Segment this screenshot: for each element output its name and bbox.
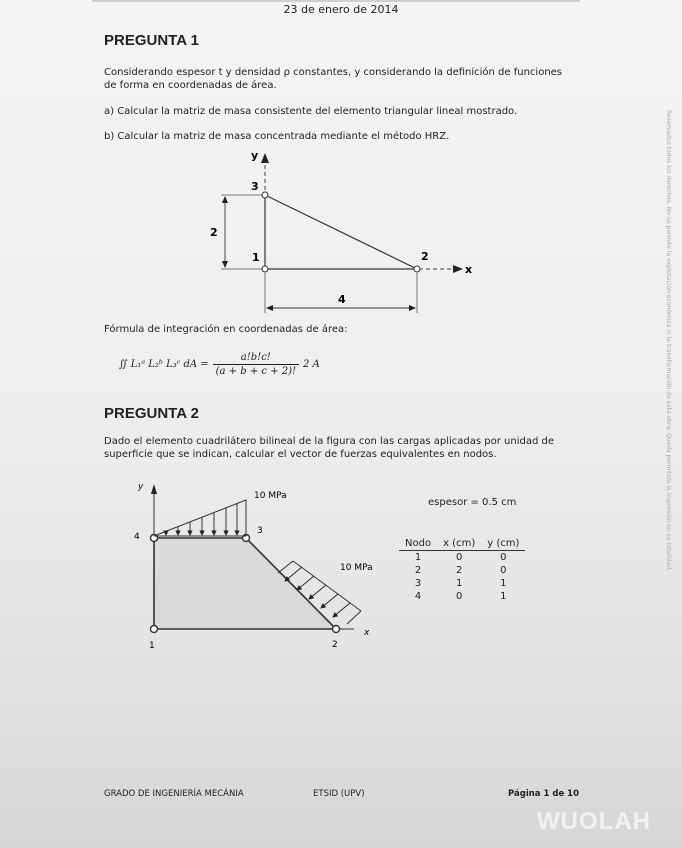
formula-lhs: ∬ L₁ᵃ L₂ᵇ L₃ᶜ dA = bbox=[119, 358, 209, 370]
copyright-side-text: Reservados todos los derechos. No se permite la explotación económica ni la transformación de esta obra. Queda permitida la impresión en su totalidad. bbox=[665, 110, 672, 571]
formula-fraction bbox=[213, 352, 299, 377]
formula-label: Fórmula de integración en coordenadas de área: bbox=[104, 324, 348, 335]
node-2-marker bbox=[333, 626, 340, 633]
node-coordinates-table bbox=[399, 538, 525, 603]
table-row bbox=[399, 564, 525, 577]
table-cell: 1 bbox=[500, 591, 507, 602]
formula-denominator: (a + b + c + 2)! bbox=[213, 364, 299, 377]
quadrilateral-element bbox=[154, 538, 336, 629]
formula-numerator: a!b!c! bbox=[240, 351, 271, 363]
triangle-edge-hypotenuse bbox=[265, 195, 417, 269]
table-cell: 2 bbox=[455, 565, 463, 576]
table-cell: 0 bbox=[500, 552, 507, 563]
table-cell: 1 bbox=[455, 578, 463, 589]
table-cell: 0 bbox=[500, 565, 507, 576]
area-integration-formula bbox=[119, 346, 320, 382]
table-cell: 3 bbox=[414, 578, 422, 589]
footer-degree: GRADO DE INGENIERÍA MECÁNIA bbox=[104, 789, 244, 799]
question-2-intro: Dado el elemento cuadrilátero bilineal de la figura con las cargas aplicadas por unidad de superficie que se indican, calcular el vector de fuerzas equivalentes en nodos. bbox=[104, 436, 554, 460]
dim-width-label: 4 bbox=[338, 293, 346, 306]
table-cell: 1 bbox=[414, 552, 422, 563]
footer-page-number: Página 1 de 10 bbox=[508, 789, 579, 799]
node-3-label: 3 bbox=[257, 526, 263, 536]
node-4-label: 4 bbox=[134, 532, 140, 542]
question-1-intro: Considerando espesor t y densidad ρ constantes, y considerando la definición de funciones de forma en coordenadas de área. bbox=[104, 67, 563, 91]
question-1-part-a: a) Calcular la matriz de masa consistente del elemento triangular lineal mostrado. bbox=[104, 106, 518, 117]
node-2-marker bbox=[414, 266, 420, 272]
column-header: x (cm) bbox=[437, 538, 481, 551]
table-row bbox=[399, 590, 525, 603]
node-2-label: 2 bbox=[421, 250, 429, 263]
top-load-distribution bbox=[154, 500, 246, 536]
formula-tail: 2 A bbox=[303, 358, 320, 370]
node-3-label: 3 bbox=[251, 180, 259, 193]
question-2-title: PREGUNTA 2 bbox=[104, 405, 200, 422]
y-axis-arrow-icon bbox=[151, 484, 157, 494]
triangle-element-figure bbox=[195, 145, 485, 320]
wuolah-watermark-logo: WUOLAH bbox=[537, 808, 651, 835]
table-cell: 4 bbox=[414, 591, 422, 602]
top-load-label: 10 MPa bbox=[254, 491, 287, 501]
dim-arrow-icon bbox=[222, 196, 228, 203]
column-header: y (cm) bbox=[481, 538, 525, 551]
dim-arrow-icon bbox=[409, 305, 416, 311]
page-top-rule bbox=[92, 0, 580, 2]
table-cell: 0 bbox=[455, 552, 463, 563]
node-2-label: 2 bbox=[332, 640, 338, 650]
thickness-value: espesor = 0.5 cm bbox=[428, 497, 517, 508]
quadrilateral-element-figure bbox=[118, 476, 380, 654]
node-1-label: 1 bbox=[252, 251, 260, 264]
x-axis-label: x bbox=[465, 263, 473, 276]
x-axis-label: x bbox=[364, 628, 370, 638]
table-cell: 0 bbox=[455, 591, 463, 602]
table-row bbox=[399, 551, 525, 565]
table-cell: 1 bbox=[500, 578, 507, 589]
table-row bbox=[399, 577, 525, 590]
exam-date: 23 de enero de 2014 bbox=[283, 3, 399, 16]
x-axis-arrow-icon bbox=[453, 265, 463, 273]
diagonal-load-label: 10 MPa bbox=[340, 563, 373, 573]
column-header: Nodo bbox=[399, 538, 437, 551]
footer-school: ETSID (UPV) bbox=[313, 789, 365, 799]
question-1-title: PREGUNTA 1 bbox=[104, 32, 200, 49]
dim-height-label: 2 bbox=[210, 226, 218, 239]
node-1-marker bbox=[151, 626, 158, 633]
table-header-row bbox=[399, 538, 525, 551]
node-1-label: 1 bbox=[149, 641, 155, 651]
table-cell: 2 bbox=[414, 565, 422, 576]
y-axis-arrow-icon bbox=[261, 153, 269, 163]
top-load-arrows bbox=[166, 504, 237, 535]
question-1-part-b: b) Calcular la matriz de masa concentrada mediante el método HRZ. bbox=[104, 131, 450, 142]
y-axis-label: y bbox=[138, 482, 144, 492]
y-axis-label: y bbox=[251, 149, 259, 162]
dim-arrow-icon bbox=[266, 305, 273, 311]
dim-arrow-icon bbox=[222, 261, 228, 268]
